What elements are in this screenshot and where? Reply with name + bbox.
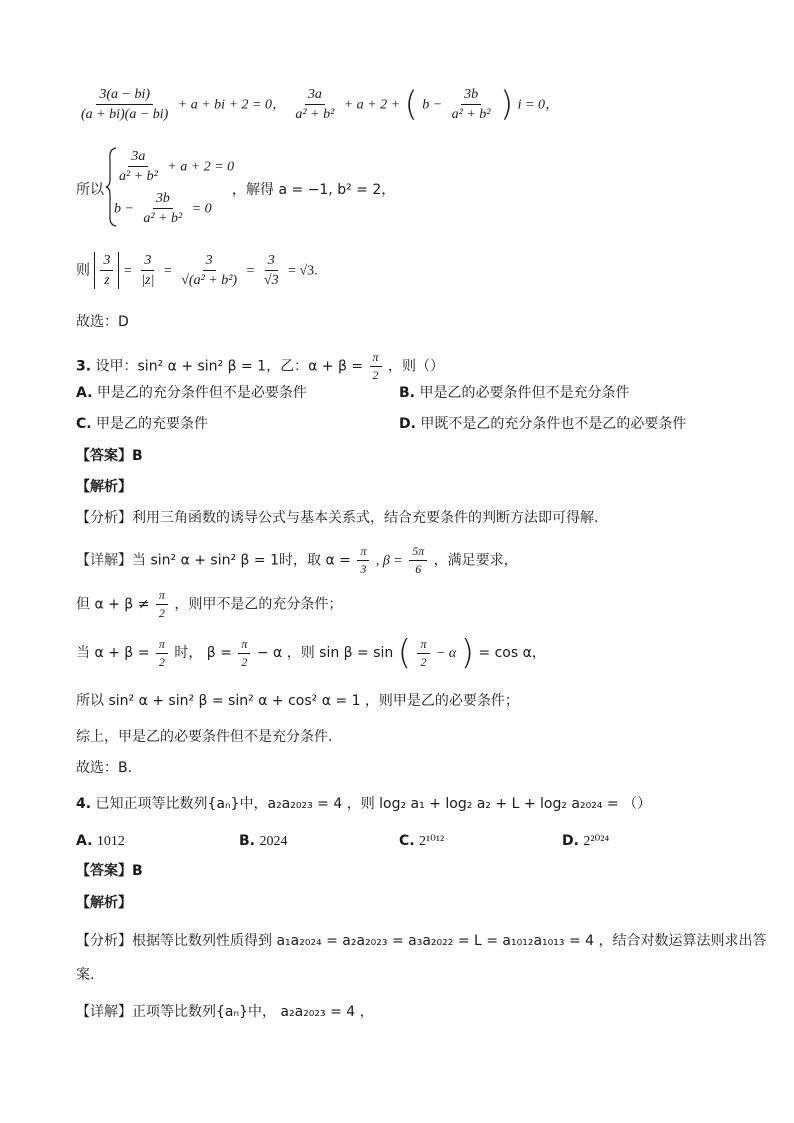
q4-option-c: C. 2¹⁰¹²	[399, 833, 445, 849]
q3-detail-5: 综上，甲是乙的必要条件但不是充分条件.	[76, 729, 333, 745]
q3-detail-3: 当 α + β = $\frac{\pi}{2}$ 时， β = $\frac{\pi}{2}$ − α ，则 sin β = sin ( $\frac{\pi}{2}$ − α ) = cos α，	[76, 633, 546, 673]
q4-fenxi-1: 【分析】根据等比数列性质得到 a₁a₂₀₂₄ = a₂a₂₀₂₃ = a₃a₂₀₂₂ = L = a₁₀₁₂a₁₀₁₃ = 4 ，结合对数运算法则求出答	[76, 933, 767, 949]
q3-option-a: A. 甲是乙的充分条件但不是必要条件	[76, 385, 307, 401]
q4-stem: 4. 已知正项等比数列{aₙ}中，a₂a₂₀₂₃ = 4 ，则 log₂ a₁ + log₂ a₂ + L + log₂ a₂₀₂₄ = （）	[76, 796, 652, 812]
q3-answer: 【答案】B	[76, 448, 143, 464]
q3-detail-2: 但 α + β ≠ $\frac{\pi}{2}$ ，则甲不是乙的充分条件；	[76, 588, 343, 620]
paren: (	[404, 84, 418, 125]
fraction: $\frac{3(a - bi)}{(a + bi)(a - bi)}$	[81, 87, 169, 122]
fraction: $\frac{3b}{\text{a² + b²}}$	[143, 191, 183, 226]
absolute-value: $\frac{3}{z}$	[94, 252, 119, 289]
q4-answer: 【答案】B	[76, 863, 143, 879]
system-prefix: 所以	[76, 182, 104, 198]
q2-answer: 故选：D	[76, 314, 129, 330]
system-solution: ，解得 a = −1, b² = 2，	[232, 182, 396, 198]
system-row-2: b − $\frac{3b}{\text{a² + b²}}$ = 0	[114, 191, 212, 226]
q4-fenxi-2: 案.	[76, 967, 95, 983]
fraction: $\frac{3a}{\text{a² + b²}}$	[119, 149, 158, 184]
modulus-line: 则 $\frac{3}{z}$ = $\frac{3}{|z|}$ = $\frac{3}{\text{√(a² + b²)}}$ = $\frac{3}{√3}$ = √3.	[76, 253, 318, 288]
q3-option-d: D. 甲既不是乙的充分条件也不是乙的必要条件	[399, 416, 687, 432]
q3-choose: 故选：B.	[76, 760, 133, 776]
q3-option-b: B. 甲是乙的必要条件但不是充分条件	[399, 385, 630, 401]
paren: )	[499, 84, 514, 125]
equation-line-1: $\frac{3(a - bi)}{(a + bi)(a - bi)}$ + a + bi + 2 = 0， $\frac{3a}{\text{a² + b²}}$ + a + 2 + ( b − $\frac{3b}{\text{a² + b²}}$ ) i = 0，	[76, 86, 559, 123]
q3-stem: 3. 设甲：sin² α + sin² β = 1，乙：α + β = $\frac{\pi}{2}$ ，则（）	[76, 350, 444, 382]
q3-option-c: C. 甲是乙的充要条件	[76, 416, 209, 432]
q3-fenxi: 【分析】利用三角函数的诱导公式与基本关系式，结合充要条件的判断方法即可得解.	[76, 510, 599, 526]
q3-analysis-label: 【解析】	[76, 479, 132, 495]
q4-option-a: A. 1012	[76, 833, 125, 849]
q3-detail-1: 【详解】当 sin² α + sin² β = 1时，取 α = $\frac{\pi}{3}$ , β = $\frac{5\pi}{6}$ ，满足要求，	[76, 544, 518, 576]
q3-detail-4: 所以 sin² α + sin² β = sin² α + cos² α = 1 ，则甲是乙的必要条件；	[76, 693, 519, 709]
fraction: $\frac{3b}{\text{a² + b²}}$	[451, 87, 491, 122]
q4-analysis-label: 【解析】	[76, 895, 132, 911]
q4-option-d: D. 2²⁰²⁴	[562, 833, 610, 849]
q4-option-b: B. 2024	[239, 833, 288, 849]
q4-detail-1: 【详解】正项等比数列{aₙ}中， a₂a₂₀₂₃ = 4 ，	[76, 1004, 374, 1020]
fraction: $\frac{3a}{\text{a² + b²}}$	[295, 87, 335, 122]
system-row-1: $\frac{3a}{\text{a² + b²}}$ + a + 2 = 0	[114, 148, 234, 185]
